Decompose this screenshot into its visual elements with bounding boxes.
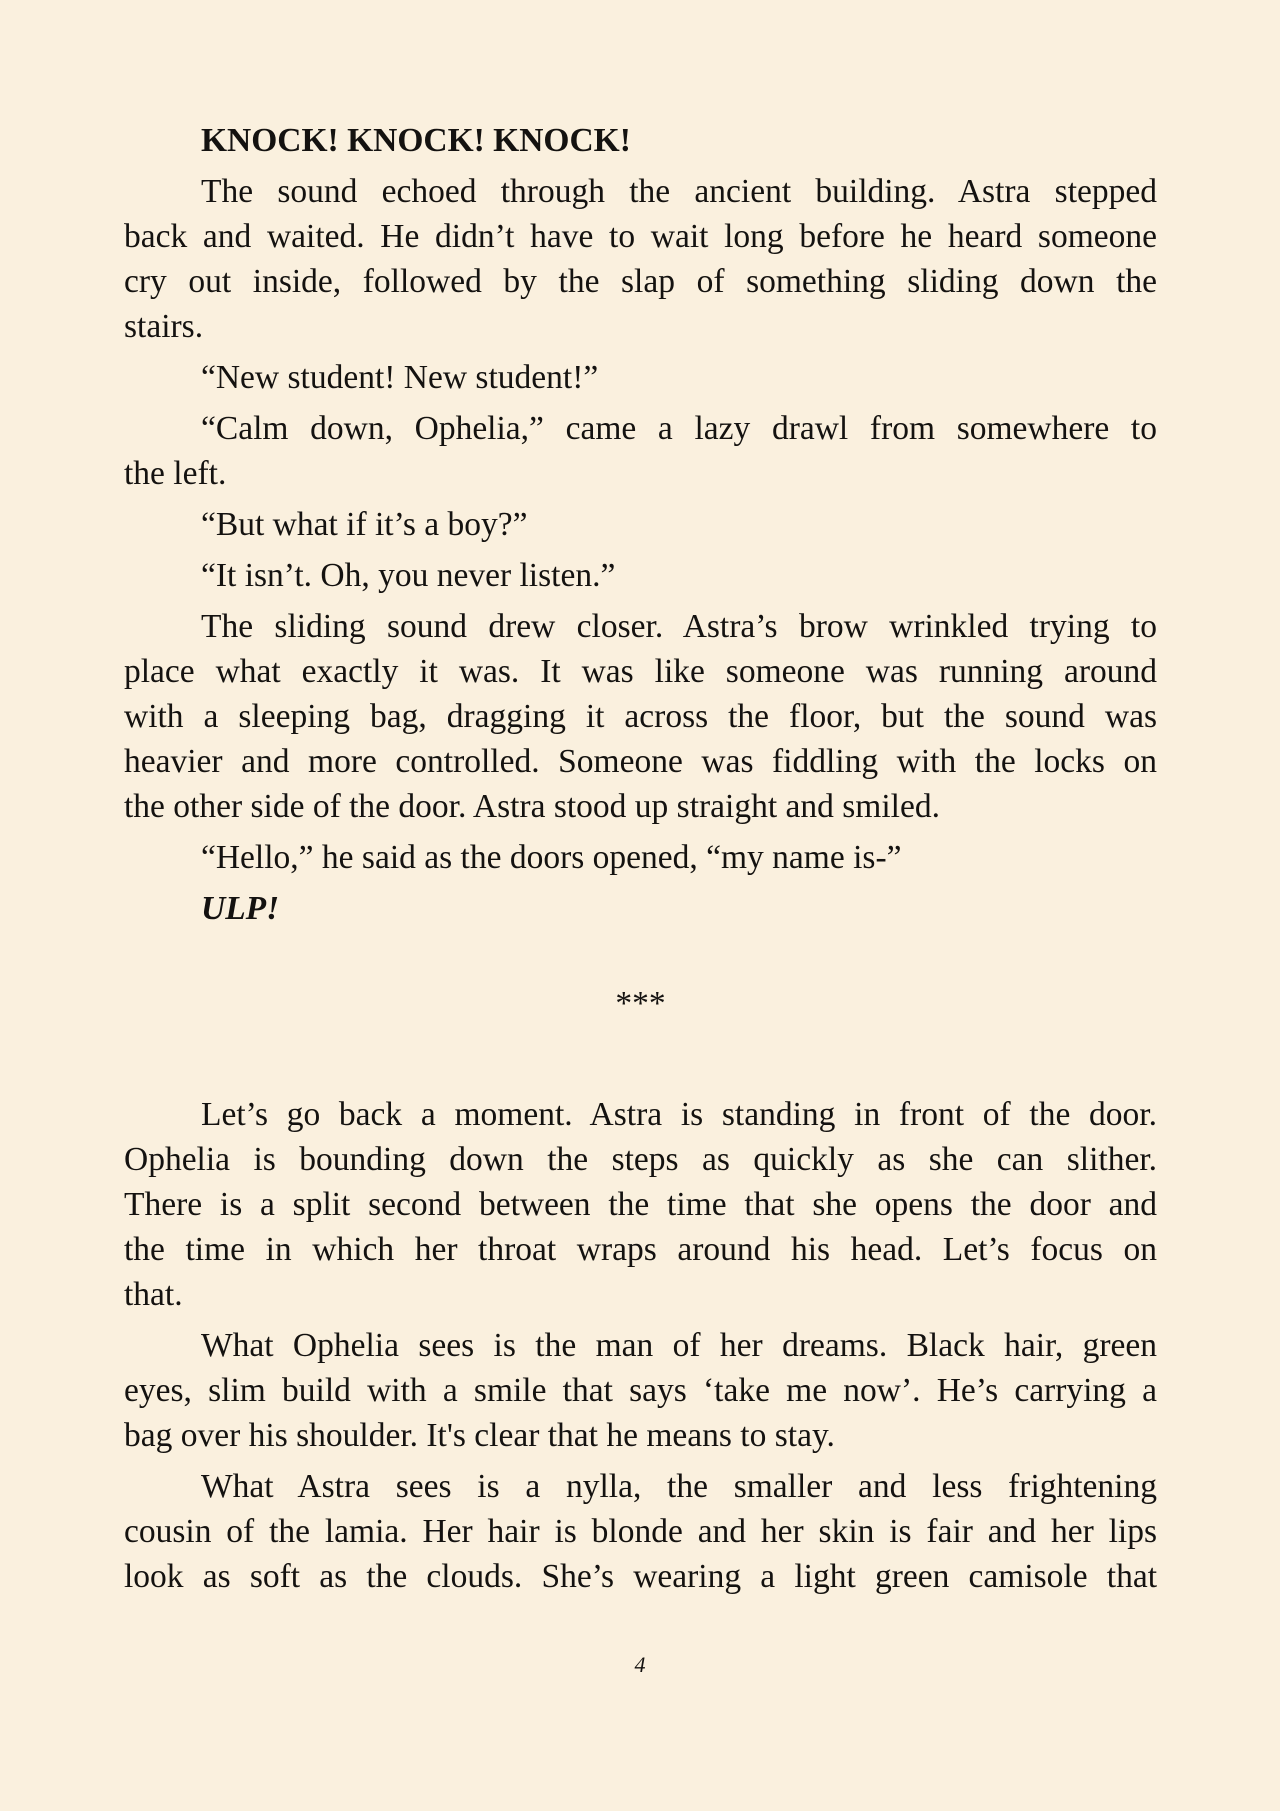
text-line: heavier and more controlled. Someone was fiddling with the locks on: [124, 743, 1157, 780]
text-line: the time in which her throat wraps around his head. Let’s focus on: [124, 1231, 1157, 1268]
paragraph: [124, 169, 1157, 349]
paragraph: [124, 1323, 1157, 1458]
text-line: the left.: [124, 455, 227, 492]
page-body: [124, 118, 1157, 1599]
paragraph: [124, 886, 1157, 931]
text-line: “It isn’t. Oh, you never listen.”: [201, 557, 616, 594]
paragraph: [124, 502, 1157, 547]
text-line: What Ophelia sees is the man of her dreams. Black hair, green: [201, 1327, 1157, 1364]
text-line: There is a split second between the time that she opens the door and: [124, 1186, 1157, 1223]
text-line: The sliding sound drew closer. Astra’s brow wrinkled trying to: [201, 608, 1157, 645]
text-line: ULP!: [201, 890, 280, 927]
text-line: cry out inside, followed by the slap of something sliding down the: [124, 263, 1157, 300]
text-line: back and waited. He didn’t have to wait long before he heard someone: [124, 218, 1157, 255]
text-line: eyes, slim build with a smile that says ‘take me now’. He’s carrying a: [124, 1372, 1157, 1409]
text-line: Let’s go back a moment. Astra is standing in front of the door.: [201, 1096, 1157, 1133]
text-line: with a sleeping bag, dragging it across the floor, but the sound was: [124, 698, 1157, 735]
text-line: bag over his shoulder. It's clear that he means to stay.: [124, 1417, 835, 1454]
paragraph: [124, 1092, 1157, 1317]
text-line: look as soft as the clouds. She’s wearing a light green camisole that: [124, 1558, 1157, 1595]
paragraph: [124, 406, 1157, 496]
text-line: “New student! New student!”: [201, 359, 599, 396]
text-line: “Hello,” he said as the doors opened, “my name is-”: [201, 839, 902, 876]
paragraph: [124, 835, 1157, 880]
section-break: ***: [615, 985, 666, 1022]
paragraph: [124, 118, 1157, 163]
text-line: Ophelia is bounding down the steps as quickly as she can slither.: [124, 1141, 1157, 1178]
text-line: “Calm down, Ophelia,” came a lazy drawl from somewhere to: [201, 410, 1157, 447]
text-line: place what exactly it was. It was like someone was running around: [124, 653, 1157, 690]
paragraph: [124, 1464, 1157, 1599]
text-line: “But what if it’s a boy?”: [201, 506, 528, 543]
text-line: that.: [124, 1276, 183, 1313]
text-line: KNOCK! KNOCK! KNOCK!: [201, 122, 631, 159]
text-line: The sound echoed through the ancient building. Astra stepped: [201, 173, 1157, 210]
text-line: cousin of the lamia. Her hair is blonde and her skin is fair and her lips: [124, 1513, 1157, 1550]
page-number: 4: [634, 1652, 646, 1677]
text-line: stairs.: [124, 308, 204, 345]
paragraph: [124, 604, 1157, 829]
paragraph: [124, 553, 1157, 598]
paragraph: [124, 355, 1157, 400]
text-line: the other side of the door. Astra stood up straight and smiled.: [124, 788, 940, 825]
text-line: What Astra sees is a nylla, the smaller and less frightening: [201, 1468, 1157, 1505]
